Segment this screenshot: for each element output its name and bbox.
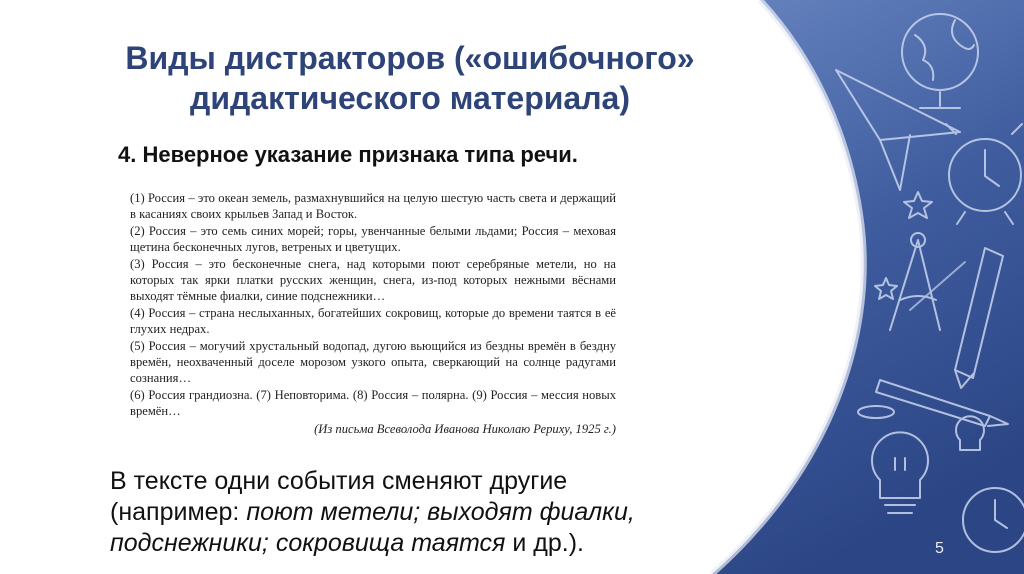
page-number: 5 — [935, 540, 944, 557]
excerpt-paragraph-3: (3) Россия – это бесконечные снега, над которыми поют серебряные метели, но на которых так ярки платки русских женщин, снега, из-под которых нежными вёснами выходят тёмные фиалки, синие подснежники… — [130, 256, 616, 304]
excerpt-paragraph-5: (5) Россия – могучий хрустальный водопад, дугою вьющийся из бездны времён в бездну времён, неохваченный доселе морозом узкого опыта, сверкающий на солнце радугами сознания… — [130, 338, 616, 386]
explanation-line-2-plain: (например: — [110, 498, 247, 526]
explanation-line-3-plain: и др.). — [505, 529, 584, 557]
text-excerpt — [130, 190, 616, 437]
slide-title-line-1: Виды дистракторов («ошибочного» — [125, 40, 695, 76]
excerpt-source: (Из письма Всеволода Иванова Николаю Рериху, 1925 г.) — [314, 421, 616, 436]
slide-subtitle: 4. Неверное указание признака типа речи. — [118, 142, 578, 167]
explanation-line-2-italic: поют метели; выходят фиалки, — [246, 498, 635, 526]
explanation-line-1: В тексте одни события сменяют другие — [110, 467, 568, 495]
excerpt-paragraph-6: (6) Россия грандиозна. (7) Неповторима. (8) Россия – полярна. (9) Россия – мессия новых времён… — [130, 387, 616, 419]
explanation-text — [110, 466, 830, 559]
excerpt-paragraph-4: (4) Россия – страна неслыханных, богатейших сокровищ, которые до времени таятся в её глухих недрах. — [130, 305, 616, 337]
slide-title — [40, 38, 780, 118]
excerpt-paragraph-1: (1) Россия – это океан земель, размахнувшийся на целую шестую часть света и держащий в касаниях своих крыльев Запад и Восток. — [130, 191, 616, 222]
explanation-line-3 — [110, 528, 830, 559]
explanation-line-2 — [110, 497, 830, 528]
explanation-line-3-italic: подснежники; сокровища таятся — [110, 529, 506, 557]
excerpt-paragraph-2: (2) Россия – это семь синих морей; горы, увенчанные белыми льдами; Россия – меховая щетина бесконечных лугов, ветреных и цветущих. — [130, 223, 616, 255]
slide-title-line-2: дидактического материала) — [190, 80, 630, 116]
